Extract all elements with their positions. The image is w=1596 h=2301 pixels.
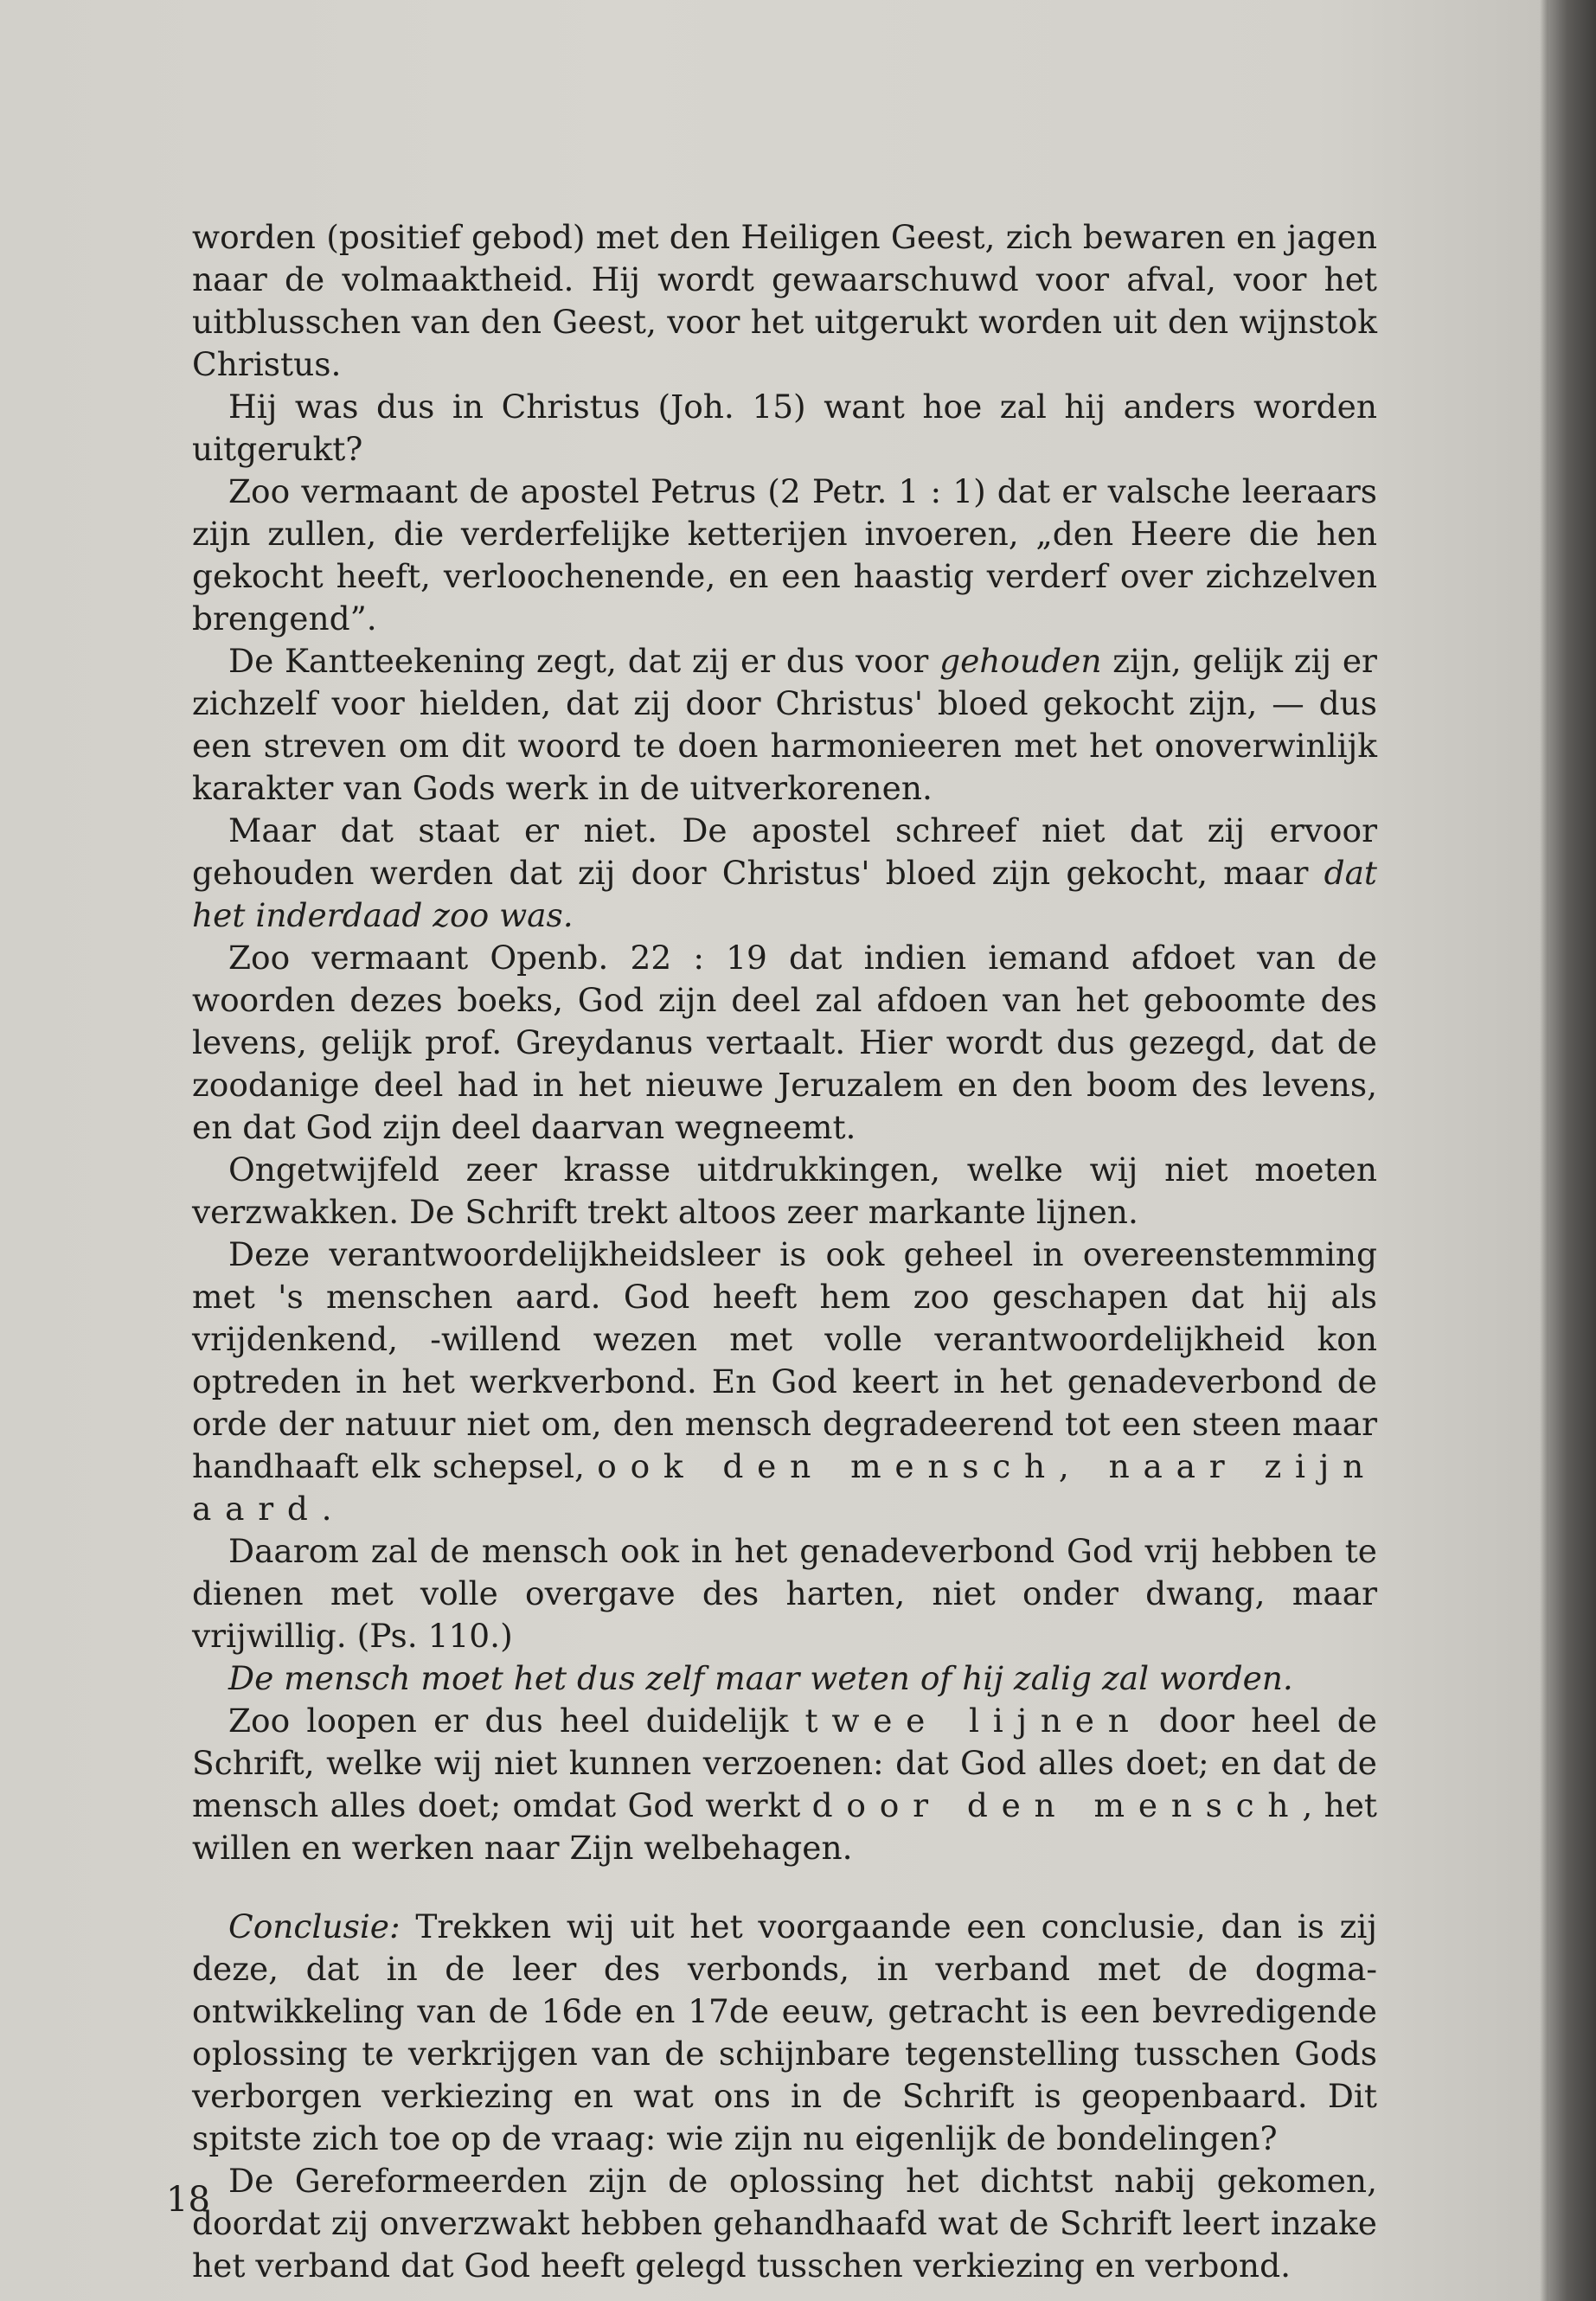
gutter-shadow (1540, 0, 1548, 2301)
body-text (192, 216, 1377, 2287)
paragraph-7: Ongetwijfeld zeer krasse uitdrukkingen, welke wij niet moeten verzwakken. De Schrift trekt altoos zeer markante lijnen. (192, 1150, 1377, 1231)
paragraph-12: Conclusie: Trekken wij uit het voorgaande een conclusie, dan is zij deze, dat in de leer des verbonds, in verband met de dogma-ontwikkeling van de 16de en 17de eeuw, getracht is een bevredigende oplossing te verkrijgen van de schijnbare tegenstelling tusschen Gods verborgen verkiezing en wat ons in de Schrift is geopenbaard. Dit spitste zich toe op de vraag: wie zijn nu eigenlijk de bondelingen? (192, 1907, 1377, 2157)
paragraph-13: De Gereformeerden zijn de oplossing het dichtst nabij gekomen, doordat zij onverzwakt hebben gehandhaafd wat de Schrift leert inzake het verband dat God heeft gelegd tusschen verkiezing en verbond. (192, 2162, 1377, 2285)
paragraph-11: Zoo loopen er dus heel duidelijk twee lijnen door heel de Schrift, welke wij niet kunnen verzoenen: dat God alles doet; en dat de mensch alles doet; omdat God werkt door den mensch, het willen en werken naar Zijn welbehagen. (192, 1702, 1377, 1867)
page-number: 18 (166, 2180, 210, 2220)
paragraph-10: De mensch moet het dus zelf maar weten of hij zalig zal worden. (228, 1659, 1293, 1697)
paragraph-2: Hij was dus in Christus (Joh. 15) want hoe zal hij anders worden uitgerukt? (192, 388, 1377, 468)
book-spine (1548, 0, 1596, 2301)
paragraph-8: Deze verantwoordelijkheidsleer is ook geheel in overeenstemming met 's menschen aard. God heeft hem zoo geschapen dat hij als vrijdenkend, -willend wezen met volle verantwoordelijkheid kon optreden in het werkverbond. En God keert in het genadeverbond de orde der natuur niet om, den mensch degradeerend tot een steen maar handhaaft elk schepsel, ook den mensch, naar zijn aard. (192, 1235, 1377, 1528)
paragraph-4: De Kantteekening zegt, dat zij er dus voor gehouden zijn, gelijk zij er zichzelf voor hielden, dat zij door Christus' bloed gekocht zijn, — dus een streven om dit woord te doen harmonieeren met het onoverwinlijk karakter van Gods werk in de uitverkorenen. (192, 642, 1377, 807)
paragraph-6: Zoo vermaant Openb. 22 : 19 dat indien iemand afdoet van de woorden dezes boeks, God zijn deel zal afdoen van het geboomte des levens, gelijk prof. Greydanus vertaalt. Hier wordt dus gezegd, dat de zoodanige deel had in het nieuwe Jeruzalem en den boom des levens, en dat God zijn deel daarvan wegneemt. (192, 939, 1377, 1146)
paragraph-1: worden (positief gebod) met den Heiligen Geest, zich bewaren en jagen naar de volmaaktheid. Hij wordt gewaarschuwd voor afval, voor het uitblusschen van den Geest, voor het uitgerukt worden uit den wijnstok Christus. (192, 218, 1377, 383)
paragraph-5: Maar dat staat er niet. De apostel schreef niet dat zij ervoor gehouden werden dat zij door Christus' bloed zijn gekocht, maar dat het inderdaad zoo was. (192, 811, 1377, 934)
paragraph-9: Daarom zal de mensch ook in het genadeverbond God vrij hebben te dienen met volle overgave des harten, niet onder dwang, maar vrijwillig. (Ps. 110.) (192, 1532, 1377, 1655)
paragraph-3: Zoo vermaant de apostel Petrus (2 Petr. 1 : 1) dat er valsche leeraars zijn zullen, die verderfelijke ketterijen invoeren, „den Heere die hen gekocht heeft, verloochenende, en een haastig verderf over zichzelven brengend”. (192, 472, 1377, 638)
